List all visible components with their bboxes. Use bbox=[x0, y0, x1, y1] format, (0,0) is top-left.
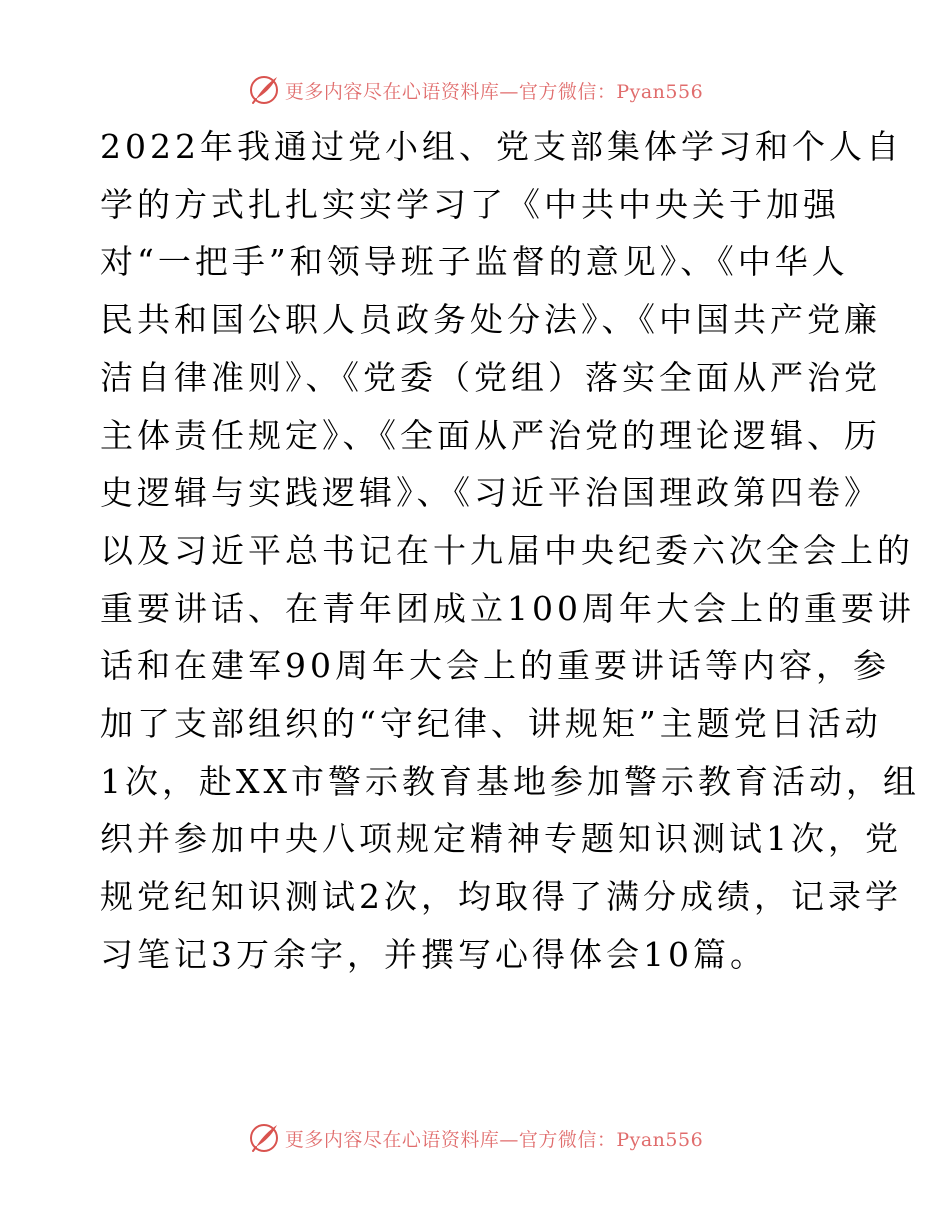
header-banner-text: 更多内容尽在心语资料库—官方微信：Pyan556 bbox=[284, 80, 704, 103]
footer-banner-text: 更多内容尽在心语资料库—官方微信：Pyan556 bbox=[284, 1128, 704, 1151]
body-line: 史逻辑与实践逻辑》、《习近平治国理政第四卷》 bbox=[100, 473, 881, 513]
body-line: 加了支部组织的“守纪律、讲规矩”主题党日活动 bbox=[100, 704, 882, 744]
body-line: 主体责任规定》、《全面从严治党的理论逻辑、历 bbox=[100, 415, 881, 455]
header-banner bbox=[0, 70, 950, 110]
body-line: 习笔记3万余字，并撰写心得体会10篇。 bbox=[100, 934, 767, 974]
body-line: 以及习近平总书记在十九届中央纪委六次全会上的 bbox=[100, 530, 914, 570]
body-line: 话和在建军90周年大会上的重要讲话等内容，参 bbox=[100, 646, 890, 686]
body-line: 民共和国公职人员政务处分法》、《中国共产党廉 bbox=[100, 300, 881, 340]
body-line: 1次，赴XX市警示教育基地参加警示教育活动，组 bbox=[100, 761, 920, 801]
body-line: 2022年我通过党小组、党支部集体学习和个人自 bbox=[100, 127, 903, 166]
footer-banner bbox=[0, 1118, 950, 1158]
body-line: 规党纪知识测试2次，均取得了满分成绩，记录学 bbox=[100, 877, 902, 917]
body-line: 重要讲话、在青年团成立100周年大会上的重要讲 bbox=[100, 588, 915, 628]
body-line: 学的方式扎扎实实学习了《中共中央关于加强 bbox=[100, 184, 840, 224]
quill-pen-logo-icon bbox=[247, 73, 281, 107]
body-line: 织并参加中央八项规定精神专题知识测试1次，党 bbox=[100, 819, 902, 859]
body-line: 洁自律准则》、《党委（党组）落实全面从严治党 bbox=[100, 357, 881, 397]
body-line: 对“一把手”和领导班子监督的意见》、《中华人 bbox=[100, 242, 849, 282]
quill-pen-logo-icon bbox=[247, 1121, 281, 1155]
document-body bbox=[100, 118, 920, 984]
